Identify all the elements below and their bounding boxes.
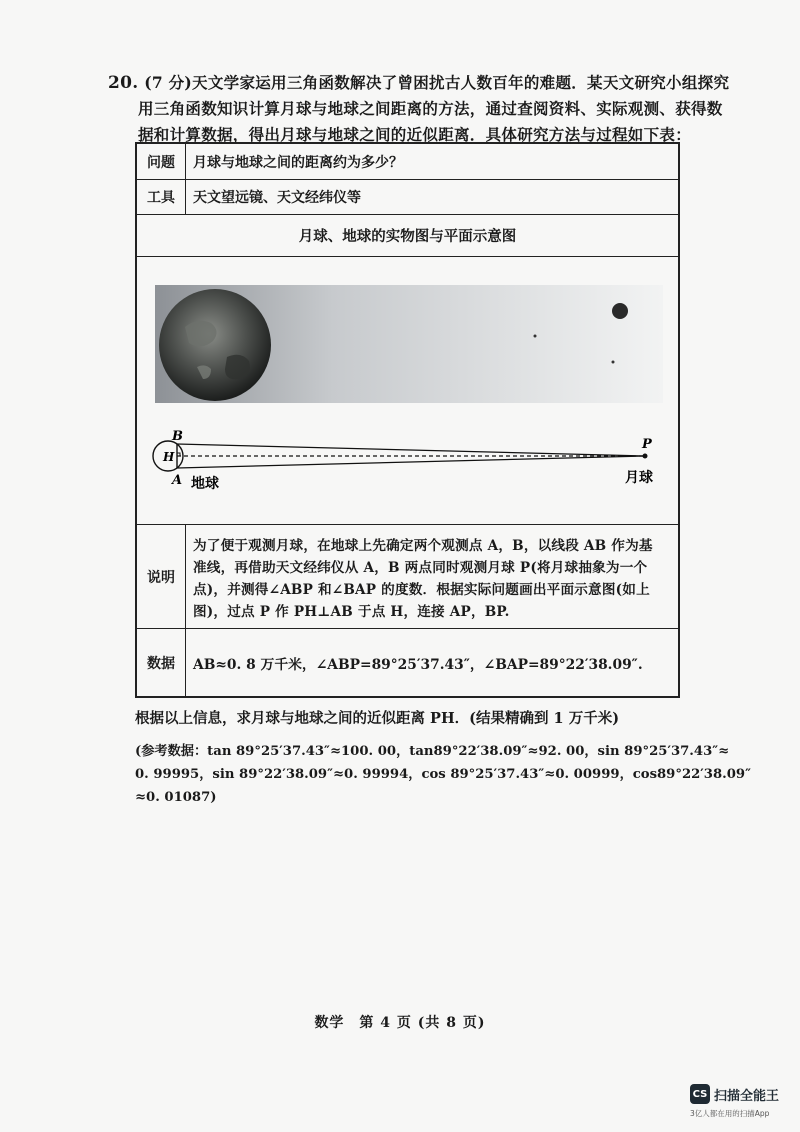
explain-line-1: 为了便于观测月球，在地球上先确定两个观测点 A，B，以线段 AB 作为基 [193,538,653,554]
row-text-explain [193,525,670,628]
intro-line-3: 据和计算数据，得出月球与地球之间的近似距离．具体研究方法与过程如下表： [138,125,692,144]
table-row-tools [137,180,678,215]
explain-line-3: 点)，并测得∠ABP 和∠BAP 的度数．根据实际问题画出平面示意图(如上 [193,582,650,598]
row-text-data: AB≈0. 8 万千米，∠ABP=89°25′37.43″，∠BAP=89°22′38.09″. [193,656,643,673]
moon-photo [612,303,628,319]
reference-line-3: ≈0. 01087) [135,790,217,805]
earth-photo [159,289,271,401]
question-points: (7 分) [144,73,193,92]
reference-data [135,740,751,809]
row-label-explain: 说明 [137,525,186,628]
row-label-tools: 工具 [137,180,186,214]
label-moon: 月球 [625,470,653,486]
figure-title: 月球、地球的实物图与平面示意图 [298,228,517,245]
label-earth: 地球 [191,476,219,492]
camscanner-watermark [690,1084,794,1124]
row-text-tools: 天文望远镜、天文经纬仪等 [193,190,361,206]
page-footer: 数学 第 4 页 (共 8 页) [314,1015,486,1031]
camscanner-logo-icon: CS [690,1084,710,1104]
task-text: 根据以上信息，求月球与地球之间的近似距离 PH．(结果精确到 1 万千米) [135,710,620,727]
question-number: 20. [108,73,139,93]
question-intro [108,70,730,148]
segment-ap [177,456,645,468]
table-row-explain [137,525,678,629]
intro-line-2: 用三角函数知识计算月球与地球之间距离的方法，通过查阅资料、实际观测、获得数 [138,99,723,118]
label-point-b: B [172,429,183,444]
intro-line-1 [108,70,730,96]
camscanner-name: 扫描全能王 [714,1089,780,1104]
reference-line-2: 0. 99995，sin 89°22′38.09″≈0. 99994，cos 89°25′37.43″≈0. 00999，cos89°22′38.09″ [135,767,751,782]
table-row-problem [137,144,678,180]
earth-moon-figure [137,257,678,525]
label-point-p: P [642,437,652,452]
earth-moon-photo [155,285,663,403]
intro-text-1: 天文学家运用三角函数解决了曾困扰古人数百年的难题．某天文研究小组探究 [192,73,730,92]
table-row-figure-title [137,215,678,257]
segment-bp [177,444,645,456]
explain-line-2: 准线，再借助天文经纬仪从 A，B 两点同时观测月球 P(将月球抽象为一个 [193,560,648,576]
row-label-data: 数据 [137,629,186,696]
camscanner-tagline: 3亿人都在用的扫描App [690,1109,770,1118]
table-row-data [137,629,678,696]
row-text-problem: 月球与地球之间的距离约为多少？ [193,154,403,171]
plane-diagram [153,429,653,492]
explain-line-4: 图)，过点 P 作 PH⊥AB 于点 H，连接 AP，BP. [193,604,510,620]
row-label-problem: 问题 [137,144,186,179]
point-p-dot [643,454,648,459]
table-row-figure [137,257,678,525]
label-point-a: A [172,473,183,488]
research-table [135,142,680,698]
label-point-h: H [163,450,175,464]
reference-line-1: (参考数据：tan 89°25′37.43″≈100. 00，tan89°22′38.09″≈92. 00，sin 89°25′37.43″≈ [135,744,730,759]
